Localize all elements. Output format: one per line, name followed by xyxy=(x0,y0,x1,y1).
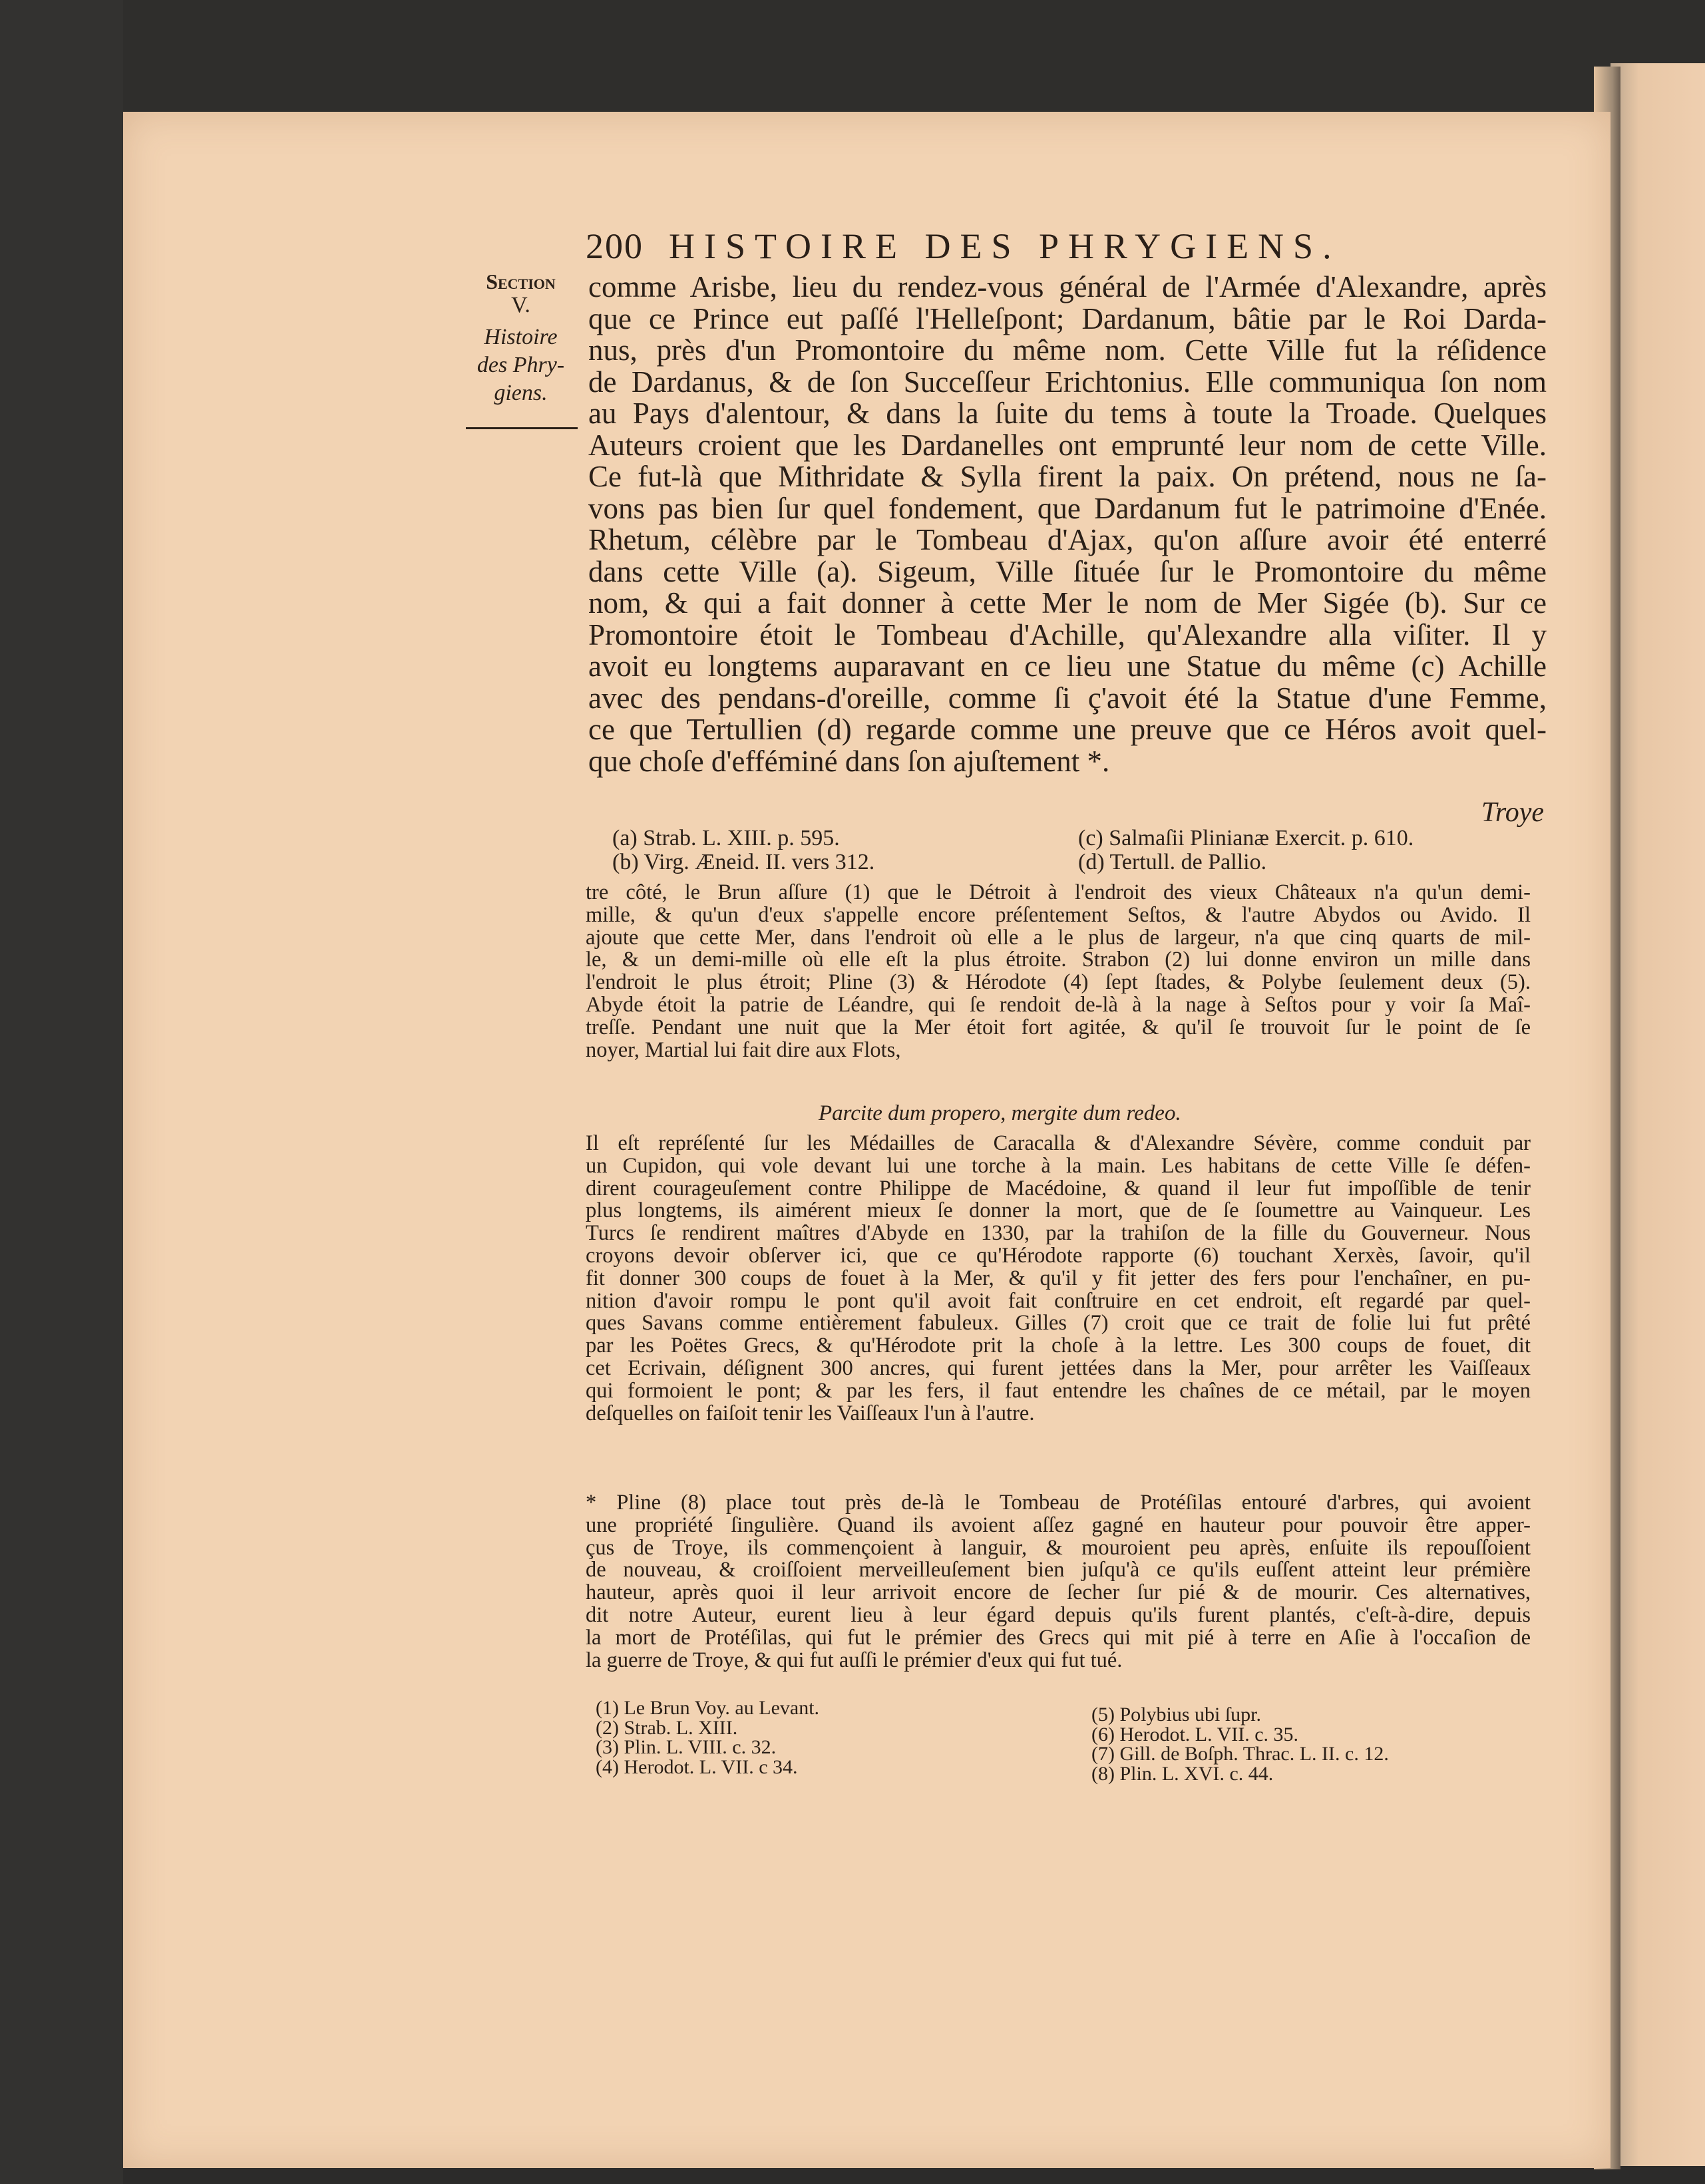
note-line: plus longtems, ils aimérent mieux ſe donner la mort, que de ſe ſoumettre au Vainqueur. Les xyxy=(586,1198,1531,1223)
footnotes-top-right xyxy=(1078,826,1414,874)
note-line: l'endroit le plus étroit; Pline (3) & Hérodote (4) ſept ſtades, & Polybe ſeulement deux (5). xyxy=(586,970,1531,995)
footnote: (c) Salmaſii Plinianæ Exercit. p. 610. xyxy=(1078,826,1414,850)
footnotes-top-left xyxy=(612,826,874,874)
note-line: treſſe. Pendant une nuit que la Mer étoit fort agitée, & qu'il ſe trouvoit ſur le point de ſe xyxy=(586,1015,1531,1039)
main-text-line: Ce fut-là que Mithridate & Sylla firent la paix. On prétend, nous ne ſa- xyxy=(588,460,1547,493)
footnote: (a) Strab. L. XIII. p. 595. xyxy=(612,826,840,850)
footnotes-bottom-right xyxy=(1091,1705,1389,1783)
note-line: une propriété ſingulière. Quand ils avoient aſſez gagné en hauteur pour pouvoir être apper- xyxy=(586,1513,1531,1537)
main-text-line: que choſe d'efféminé dans ſon ajuſtement *. xyxy=(588,744,1110,778)
main-text-line: Rhetum, célèbre par le Tombeau d'Ajax, qu'on aſſure avoir été enterré xyxy=(588,523,1547,556)
note-line: mille, & qu'un d'eux s'appelle encore préſentement Seſtos, & l'autre Abydos ou Avido. Il xyxy=(586,902,1531,927)
footnote: (5) Polybius ubi ſupr. xyxy=(1091,1704,1262,1726)
footnote: (2) Strab. L. XIII. xyxy=(596,1716,738,1739)
main-text-line: avoit eu longtems auparavant en ce lieu une Statue du même (c) Achille xyxy=(588,649,1547,683)
note-line: croyons devoir obſerver ici, que ce qu'Hérodote rapporte (6) touchant Xerxès, ſavoir, qu'il xyxy=(586,1243,1531,1268)
margin-rule xyxy=(466,427,578,429)
footnote: (d) Tertull. de Pallio. xyxy=(1078,850,1267,874)
star-note xyxy=(586,1492,1531,1672)
running-title: HISTOIRE DES PHRYGIENS. xyxy=(669,226,1341,266)
margin-section-label: Section xyxy=(486,270,556,293)
main-text-line: au Pays d'alentour, & dans la ſuite du tems à toute la Troade. Quelques xyxy=(588,397,1547,430)
margin-topic-line: Histoire xyxy=(484,325,558,349)
footnote: (8) Plin. L. XVI. c. 44. xyxy=(1091,1762,1274,1785)
margin-topic-line: des Phry- xyxy=(476,353,565,377)
note-line: dit notre Auteur, eurent lieu à leur égard depuis qu'ils furent plantés, c'eſt-à-dire, depuis xyxy=(586,1602,1531,1627)
catchword: Troye xyxy=(1481,797,1544,828)
continued-note-1 xyxy=(586,882,1531,1061)
main-text-line: Promontoire étoit le Tombeau d'Achille, qu'Alexandre alla viſiter. Il y xyxy=(588,618,1547,651)
footnote: (3) Plin. L. VIII. c. 32. xyxy=(596,1736,777,1758)
note-line: la guerre de Troye, & qui fut auſſi le prémier d'eux qui fut tué. xyxy=(586,1648,1123,1672)
margin-section-number: V. xyxy=(511,293,530,317)
note-line: la mort de Protéſilas, qui fut le prémier des Grecs qui mit pié à terre en Aſie à l'occaſion de xyxy=(586,1625,1531,1650)
note-line: * Pline (8) place tout près de-là le Tombeau de Protéſilas entouré d'arbres, qui avoient xyxy=(586,1491,1531,1515)
note-line: Il eſt repréſenté ſur les Médailles de Caracalla & d'Alexandre Sévère, comme conduit par xyxy=(586,1131,1531,1155)
footnote: (7) Gill. de Boſph. Thrac. L. II. c. 12. xyxy=(1091,1743,1389,1765)
margin-topic xyxy=(466,323,576,407)
running-header xyxy=(586,223,1451,270)
note-line: Turcs ſe rendirent maîtres d'Abyde en 1330, par la trahiſon de la fille du Gouverneur. Nous xyxy=(586,1221,1531,1246)
note-line: ques Savans comme entièrement fabuleux. Gilles (7) croit que ce trait de folie lui fut prêté xyxy=(586,1311,1531,1336)
note-line: noyer, Martial lui fait dire aux Flots, xyxy=(586,1037,901,1062)
note-line: nition d'avoir rompu le pont qu'il avoit fait conſtruire en cet endroit, eſt regardé par quel- xyxy=(586,1288,1531,1313)
note-line: ajoute que cette Mer, dans l'endroit où elle a le plus de largeur, n'a que cinq quarts de mil- xyxy=(586,925,1531,950)
main-text-line: nom, & qui a fait donner à cette Mer le nom de Mer Sigée (b). Sur ce xyxy=(588,586,1547,620)
footnote: (4) Herodot. L. VII. c 34. xyxy=(596,1755,798,1778)
main-text-line: ce que Tertullien (d) regarde comme une preuve que ce Héros avoit quel- xyxy=(588,713,1547,746)
note-line: par les Poëtes Grecs, & qu'Hérodote prit la choſe à la lettre. Les 300 coups de fouet, dit xyxy=(586,1334,1531,1358)
note-line: dirent courageuſement contre Philippe de Macédoine, & quand il leur fut impoſſible de tenir xyxy=(586,1176,1531,1200)
main-text-line: dans cette Ville (a). Sigeum, Ville ſituée ſur le Promontoire du même xyxy=(588,554,1547,588)
main-text-line: que ce Prince eut paſſé l'Helleſpont; Dardanum, bâtie par le Roi Darda- xyxy=(588,301,1547,335)
note-line: deſquelles on faiſoit tenir les Vaiſſeaux l'un à l'autre. xyxy=(586,1401,1035,1425)
note-line: qui formoient le pont; & par les fers, il faut entendre les chaînes de ce métail, par le moyen xyxy=(586,1378,1531,1403)
note-line: le, & un demi-mille où elle eſt la plus étroite. Strabon (2) lui donne environ un mille dans xyxy=(586,948,1531,972)
note-line: tre côté, le Brun aſſure (1) que le Détroit à l'endroit des vieux Châteaux n'a qu'un demi- xyxy=(586,880,1531,904)
footnotes-bottom-left xyxy=(596,1698,819,1777)
main-text-line: avec des pendans-d'oreille, comme ſi ç'avoit été la Statue d'une Femme, xyxy=(588,681,1547,715)
note-line: hauteur, après quoi il leur arrivoit encore de ſecher ſur pié & de mourir. Ces alternatives, xyxy=(586,1580,1531,1605)
main-text-line: Auteurs croient que les Dardanelles ont emprunté leur nom de cette Ville. xyxy=(588,428,1547,462)
note-line: de nouveau, & croiſſoient merveilleuſement bien juſqu'à ce qu'ils euſſent atteint leur prémière xyxy=(586,1558,1531,1582)
main-text-line: nus, près d'un Promontoire du même nom. Cette Ville fut la réſidence xyxy=(588,333,1547,367)
note-line: cet Ecrivain, déſignent 300 ancres, qui furent jettées dans la Mer, pour arrêter les Vaiſſeaux xyxy=(586,1356,1531,1380)
note-line: un Cupidon, qui vole devant lui une torche à la main. Les habitans de cette Ville ſe défen- xyxy=(586,1153,1531,1178)
margin-note xyxy=(466,268,576,407)
margin-topic-line: giens. xyxy=(494,381,548,405)
note-line: fit donner 300 coups de fouet à la Mer, & qu'il y fit jetter des fers pour l'enchaîner, en pu- xyxy=(586,1266,1531,1290)
latin-verse: Parcite dum propero, mergite dum redeo. xyxy=(819,1101,1181,1125)
continued-note-2 xyxy=(586,1133,1531,1425)
note-line: çus de Troye, ils commençoient à languir, & mouroient peu après, enſuite ils repouſſoient xyxy=(586,1535,1531,1560)
note-line: Abyde étoit la patrie de Léandre, qui ſe rendoit de-là à la nage à Seſtos pour y voir ſa Maî- xyxy=(586,992,1531,1017)
main-text-line: de Dardanus, & de ſon Succeſſeur Erichtonius. Elle communiqua ſon nom xyxy=(588,365,1547,399)
footnote: (6) Herodot. L. VII. c. 35. xyxy=(1091,1723,1299,1745)
footnote: (b) Virg. Æneid. II. vers 312. xyxy=(612,850,875,874)
footnote: (1) Le Brun Voy. au Levant. xyxy=(596,1697,820,1719)
main-text-line: comme Arisbe, lieu du rendez-vous général de l'Armée d'Alexandre, après xyxy=(588,270,1547,303)
page-number: 200 xyxy=(586,226,644,266)
main-text-line: vons pas bien ſur quel fondement, que Dardanum fut le patrimoine d'Enée. xyxy=(588,491,1547,525)
main-text xyxy=(588,272,1547,777)
